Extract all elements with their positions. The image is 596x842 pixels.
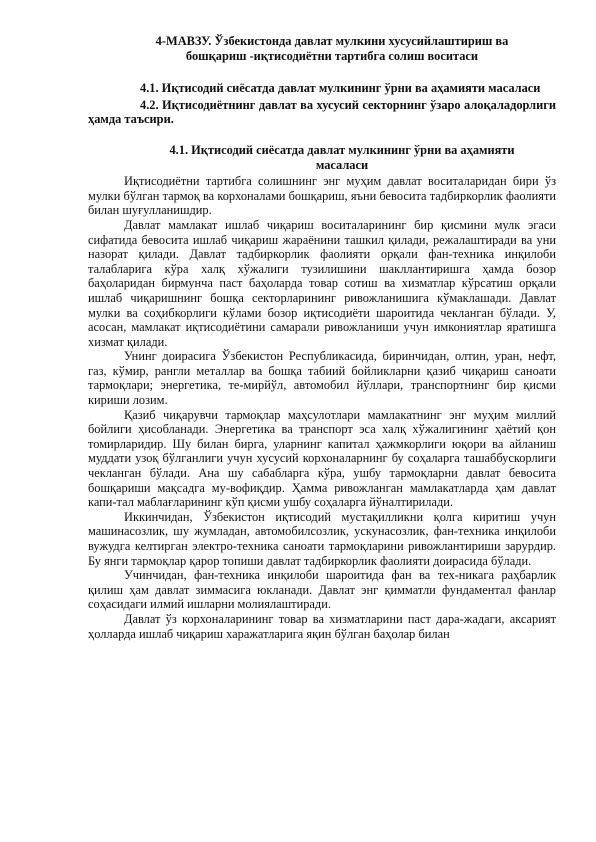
topic-outline [88,81,556,127]
paragraph: Қазиб чиқарувчи тармоқлар маҳсулотлари мамлакатнинг энг муҳим миллий бойлиги ҳисобланади. Энергетика ва транспорт эса халқ хўжалигининг ҳаётий қон томирларидир. Шу билан бирга, уларнинг капитал ҳажмкорлиги юқори ва айланиш муддати узоқ бўлганлиги учун хусусий корхоналарнинг бу соҳаларга ташаббускорлиги чекланган бўлади. Ана шу сабабларга кўра, ушбу тармоқларни давлат бевосита бошқариши мақсадга му-вофиқдир. Ҳамма ривожланган мамлакатларда ҳам давлат капи-тал маблағларининг кўп қисми ушбу соҳаларга йўналтирилади. [88,407,556,510]
section-heading-line: масаласи [315,157,369,172]
body-text [88,174,556,641]
paragraph: Унинг доирасига Ўзбекистон Республикасида, биринчидан, олтин, уран, нефт, газ, кўмир, рангли металлар ва бошқа табиий бойликларни қазиб чиқариш саноати тармоқлари; энергетика, те-мирйўл, автомобил йўллари, транспортнинг бир қисми кириши лозим. [88,349,556,408]
section-heading-line: 4.1. Иқтисодий сиёсатда давлат мулкининг ўрни ва аҳамияти [169,142,515,157]
paragraph: Иккинчидан, Ўзбекистон иқтисодий мустақилликни қолга киритиш учун машинасозлик, шу жумладан, автомобилсозлик, ускунасозлик, фан-техника инқилоби вужудга келтирган электро-техника саноати тармоқларини ривожлантириши зарурдир. Бу янги тармоқлар қарор топиши давлат тадбиркорлик фаолияти доирасида бўлади. [88,509,556,568]
paragraph: Учинчидан, фан-техника инқилоби шароитида фан ва тех-никага раҳбарлик қилиш ҳам давлат зиммасига юкланади. Давлат энг қимматли фундаментал фанлар соҳасидаги илмий ишларни молиялаштиради. [88,568,556,612]
title-line: 4-МАВЗУ. Ўзбекистонда давлат мулкини хусусийлаштириш ва [155,34,509,48]
outline-item: 4.1. Иқтисодий сиёсатда давлат мулкининг ўрни ва аҳамияти масаласи [140,81,541,96]
paragraph: Давлат ўз корхоналарининг товар ва хизматларини паст дара-жадаги, аксарият ҳолларда ишлаб чиқариш харажатларига яқин бўлган баҳолар билан [88,611,556,641]
title-line: бошқариш -иқтисодиётни тартибга солиш воситаси [185,48,479,63]
paragraph: Иқтисодиётни тартибга солишнинг энг муҳим давлат воситаларидан бири ўз мулки бўлган тармоқ ва корхоналами бошқариш, яъни бевосита тадбиркорлик фаолияти билан шуғулланишдир. [88,174,556,218]
outline-item: 4.2. Иқтисодиётнинг давлат ва хусусий секторнинг ўзаро алоқаладорлиги ҳамда таъсири. [88,97,556,127]
section-heading [88,143,556,172]
page-title [88,34,556,63]
paragraph: Давлат мамлакат ишлаб чиқариш воситаларининг бир қисмини мулк эгаси сифатида бевосита ишлаб чиқариш жараёнини ташкил қилади, режалаштиради ва уни назорат қилади. Давлат тадбиркорлик фаолияти орқали фан-техника инқилоби талабларига кўра халқ хўжалиги тузилишини шакллантиришга ҳамда бозор баҳоларидан бирмунча паст баҳоларда товар сотиш ва хизматлар кўрсатиш орқали ишлаб чиқаришнинг бошқа секторларининг ривожланишига кўмаклашади. Давлат мулки ва соҳибкорлиги кўлами бозор иқтисодиёти шароитида чекланган бўлади. У, асосан, мамлакат иқтисодиётини самарали ривожланиши учун имкониятлар яратишга хизмат қилади. [88,217,556,349]
